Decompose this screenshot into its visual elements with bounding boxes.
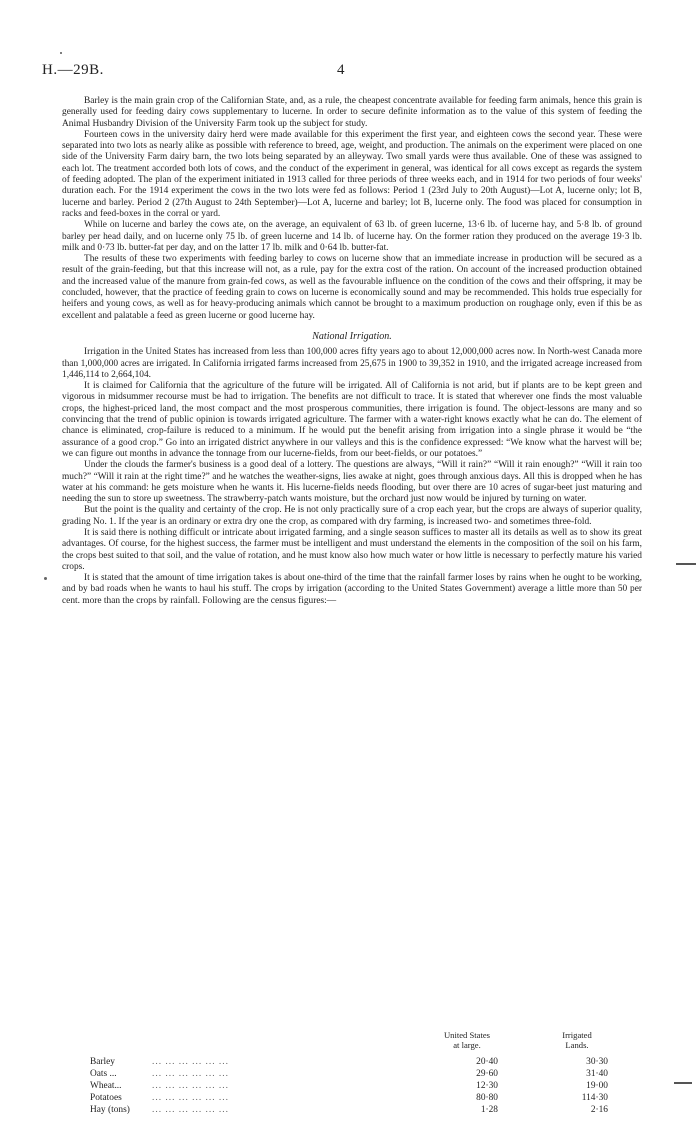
paragraph: But the point is the quality and certainty of the crop. He is not only practically sure of a crop each year, but the crops are always of superior quality, grading No. 1. If the year is an ordinary or extra dry one the crop, as compared with dry farming, is increased two- and sometimes three-fold. bbox=[62, 505, 642, 527]
us-value: 80·80 bbox=[476, 1093, 498, 1103]
us-value: 20·40 bbox=[476, 1057, 498, 1067]
page-header bbox=[42, 62, 658, 82]
table-row bbox=[62, 1092, 642, 1104]
punch-dot bbox=[60, 52, 62, 54]
irrigated-value: 31·40 bbox=[586, 1069, 608, 1079]
irrigated-value: 30·30 bbox=[586, 1057, 608, 1067]
section-heading: National Irrigation. bbox=[312, 330, 392, 342]
table-row bbox=[62, 1068, 642, 1080]
crop-name: Potatoes bbox=[90, 1093, 122, 1103]
crop-name: Oats ... bbox=[90, 1069, 117, 1079]
irrigated-value: 2·16 bbox=[590, 1105, 608, 1115]
irrigated-value: 114·30 bbox=[581, 1093, 608, 1103]
paragraph: Fourteen cows in the university dairy herd were made available for this experiment the first year, and eighteen cows the second year. These were separated into two lots as nearly alike as possible with reference to breed, age, weight, and production. The animals on the experiment were placed on one side of the University Farm dairy barn, the two lots being separated by an alleyway. Two small yards were thus available. One of these was assigned to each lot. The treatment accorded both lots of cows, and the conduct of the experiment in general, was identical for all cows except as regards the system of feeding adopted. The plan of the experiment initiated in 1913 called for three periods of three weeks each, and in 1914 for two periods of four weeks' duration each. For the 1914 experiment the cows in the two lots were fed as follows: Period 1 (23rd July to 20th August)—Lot A, lucerne only; lot B, lucerne and barley. Period 2 (27th August to 24th September)—Lot A, lucerne and barley; lot B, lucerne only. The food was placed for consumption in racks and feed-boxes in the corral or yard. bbox=[62, 129, 642, 219]
us-value: 29·60 bbox=[476, 1069, 498, 1079]
crop-name: Barley bbox=[90, 1057, 115, 1067]
paragraph: Under the clouds the farmer's business is a good deal of a lottery. The questions are always, “Will it rain?” “Will it rain enough?” “Will it rain too much?” “Will it rain at the right time?” and he watches the weather-signs, lies awake at night, goes through anxious days. All this is dropped when he has water at his command: he gets moisture when he wants it. His lucerne-fields needs flooding, but over there are 10 acres of sugar-beet just maturing and needing the sun to store up sweetness. The strawberry-patch wants moisture, but the orchard just now would be injured by turning on water. bbox=[62, 460, 642, 505]
table-row bbox=[62, 1080, 642, 1092]
paragraph: It is said there is nothing difficult or intricate about irrigated farming, and a single season suffices to master all its details as well as to show its great advantages. Of course, for the highest success, the farmer must be intelligent and must understand the elements in the composition of the soil on his farm, the crops best suited to that soil, and the value of rotation, and he must know also how much water or how little is necessary to perfectly mature his varied crops. bbox=[62, 527, 642, 572]
dot-leader: ... ... ... ... ... ... bbox=[152, 1081, 229, 1091]
document-reference: H.—29B. bbox=[42, 62, 104, 78]
dot-leader: ... ... ... ... ... ... bbox=[152, 1069, 229, 1079]
table-row bbox=[62, 1104, 642, 1116]
us-value: 1·28 bbox=[480, 1105, 498, 1115]
column-header-irrigated-lands: Irrigated Lands. bbox=[562, 1030, 592, 1050]
irrigated-value: 19·00 bbox=[586, 1081, 608, 1091]
dot-leader: ... ... ... ... ... ... bbox=[152, 1093, 229, 1103]
paragraph: Barley is the main grain crop of the Californian State, and, as a rule, the cheapest concentrate available for feeding farm animals, hence this grain is generally used for feeding dairy cows supplementary to lucerne. In order to secure definite information as to the value of this system of feeding the Animal Husbandry Division of the University Farm took up the subject for study. bbox=[62, 96, 642, 129]
paragraph: It is claimed for California that the agriculture of the future will be irrigated. All of California is not arid, but if plants are to be kept green and vigorous in midsummer recourse must be had to irrigation. The benefits are not difficult to trace. It is stated that wherever one finds the most valuable crops, the highest-priced land, the most compact and the most prosperous communities, there irrigation is found. The object-lessons are many and so convincing that the trend of public opinion is towards irrigated agriculture. The farmer with a water-right knows exactly what he can do. The element of chance is eliminated, crop-failure is reduced to a minimum. If he would put the benefit arising from irrigation into a single phrase it would be “the assurance of a good crop.” Go into an irrigated district anywhere in our valleys and this is the confidence expressed: “We know what the harvest will be; we can figure out months in advance the tonnage from our lucerne-fields, from our beet-fields, or our potatoes.” bbox=[62, 381, 642, 459]
margin-mark bbox=[676, 563, 696, 565]
body-text bbox=[62, 96, 642, 607]
table-row bbox=[62, 1056, 642, 1068]
margin-mark bbox=[674, 1082, 692, 1084]
page-number: 4 bbox=[337, 62, 345, 78]
census-table-header bbox=[62, 1030, 642, 1056]
paragraph: While on lucerne and barley the cows ate, on the average, an equivalent of 63 lb. of green lucerne, 13·6 lb. of lucerne hay, and 5·8 lb. of ground barley per head daily, and on lucerne only 75 lb. of green lucerne and 14 lb. of lucerne hay. On the former ration they produced on the average 19·3 lb. milk and 0·73 lb. butter-fat per day, and on the latter 17 lb. milk and 0·64 lb. butter-fat. bbox=[62, 220, 642, 253]
crop-name: Hay (tons) bbox=[90, 1105, 130, 1115]
margin-tick bbox=[44, 577, 47, 580]
dot-leader: ... ... ... ... ... ... bbox=[152, 1105, 229, 1115]
paragraph: The results of these two experiments with feeding barley to cows on lucerne show that an immediate increase in production will be secured as a result of the grain-feeding, but that this increase will not, as a rule, pay for the extra cost of the ration. On account of the increased production obtained and the increased value of the manure from grain-fed cows, as well as the favourable influence on the condition of the cows and their offspring, it may be concluded, however, that the practice of feeding grain to cows on lucerne is economically sound and may be recommended. This holds true especially for heifers and young cows, as well as for heavy-producing animals which cannot be brought to a maximum production on roughage only, even if this be as excellent and palatable a feed as green lucerne or good lucerne hay. bbox=[62, 254, 642, 321]
paragraph: It is stated that the amount of time irrigation takes is about one-third of the time that the rainfall farmer loses by rains when he ought to be working, and by bad roads when he wants to haul his stuff. The crops by irrigation (according to the United States Government) average a little more than 50 per cent. more than the crops by rainfall. Following are the census figures:— bbox=[62, 573, 642, 606]
us-value: 12·30 bbox=[476, 1081, 498, 1091]
column-header-united-states: United States at large. bbox=[443, 1030, 491, 1050]
paragraph: Irrigation in the United States has increased from less than 100,000 acres fifty years ago to about 12,000,000 acres now. In North-west Canada more than 1,000,000 acres are irrigated. In California irrigated farms increased from 25,675 in 1900 to 39,352 in 1910, and the irrigated acreage increased from 1,446,114 to 2,664,104. bbox=[62, 347, 642, 380]
dot-leader: ... ... ... ... ... ... bbox=[152, 1057, 229, 1067]
crop-name: Wheat... bbox=[90, 1081, 122, 1091]
